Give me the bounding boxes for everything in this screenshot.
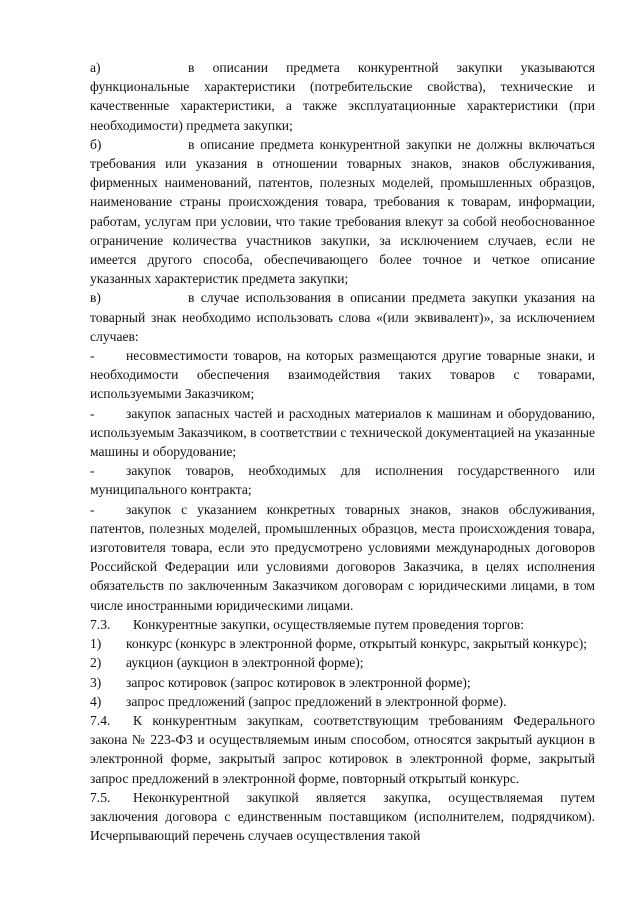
dash-item-2 [90, 404, 595, 462]
item-text: в случае использования в описании предмета закупки указания на товарный знак необходимо использовать слова «(или эквивалент)», за исключением случаев: [90, 290, 595, 344]
item-v [90, 288, 595, 346]
dash-label: - [90, 348, 95, 364]
item-text: закупок товаров, необходимых для исполнения государственного или муниципального контракта; [90, 463, 595, 498]
number-label: 2) [90, 655, 102, 671]
item-text: в описании предмета конкурентной закупки указываются функциональные характеристики (потребительские свойства), технические и качественные характеристики, а также эксплуатационные характеристики (при необходимости) предмета закупки; [90, 60, 595, 133]
dash-label: - [90, 405, 95, 421]
section-number: 7.3. [90, 616, 111, 632]
section-number: 7.5. [90, 789, 111, 805]
section-7-4 [90, 711, 595, 788]
item-text: аукцион (аукцион в электронной форме); [126, 655, 364, 671]
numbered-item-1 [90, 634, 595, 653]
item-label: б) [90, 136, 102, 152]
item-text: в описание предмета конкурентной закупки не должны включаться требования или указания в отношении товарных знаков, знаков обслуживания, фирменных наименований, патентов, полезных моделей, промышленных образцов, наименование страны происхождения товара, требования к товарам, информации, работам, услугам при условии, что такие требования влекут за собой необоснованное ограничение количества участников закупки, за исключением случаев, если не имеется другого способа, обеспечивающего более точное и четкое описание указанных характеристик предмета закупки; [90, 136, 595, 287]
item-text: закупок с указанием конкретных товарных знаков, знаков обслуживания, патентов, полезных моделей, промышленных образцов, места происхождения товара, изготовителя товара, если это предусмотрено условиями международных договоров Российской Федерации или условиями договоров Заказчика, в целях исполнения обязательств по заключенным Заказчиком договорам с юридическими лицами, в том числе иностранными юридическими лицами. [90, 501, 595, 613]
section-7-5 [90, 788, 595, 846]
numbered-item-4 [90, 692, 595, 711]
item-a [90, 58, 595, 135]
item-text: запрос котировок (запрос котировок в электронной форме); [126, 674, 471, 690]
dash-label: - [90, 501, 95, 517]
item-b [90, 135, 595, 289]
document-body [90, 58, 595, 845]
dash-item-3 [90, 461, 595, 499]
section-text: Неконкурентной закупкой является закупка, осуществляемая путем заключения договора с единственным поставщиком (исполнителем, подрядчиком). Исчерпывающий перечень случаев осуществления такой [90, 789, 595, 844]
item-label: а) [90, 60, 101, 75]
number-label: 1) [90, 636, 102, 652]
dash-item-1 [90, 346, 595, 404]
numbered-item-3 [90, 673, 595, 692]
number-label: 4) [90, 693, 102, 709]
numbered-item-2 [90, 653, 595, 672]
item-text: закупок запасных частей и расходных материалов к машинам и оборудованию, используемым Заказчиком, в соответствии с технической документацией на указанные машины и оборудование; [90, 405, 595, 460]
number-label: 3) [90, 674, 102, 690]
item-text: несовместимости товаров, на которых размещаются другие товарные знаки, и необходимости обеспечения взаимодействия таких товаров с товарами, используемыми Заказчиком; [90, 348, 595, 402]
item-text: конкурс (конкурс в электронной форме, открытый конкурс, закрытый конкурс); [126, 636, 588, 652]
section-7-3 [90, 615, 595, 634]
section-text: К конкурентным закупкам, соответствующим требованиям Федерального закона № 223-ФЗ и осуществляемым иным способом, относятся закрытый аукцион в электронной форме, закрытый запрос котировок в электронной форме, закрытый запрос предложений в электронной форме, повторный открытый конкурс. [90, 712, 595, 786]
dash-label: - [90, 463, 95, 479]
item-label: в) [90, 290, 101, 306]
section-number: 7.4. [90, 712, 111, 728]
section-text: Конкурентные закупки, осуществляемые путем проведения торгов: [133, 616, 525, 632]
item-text: запрос предложений (запрос предложений в электронной форме). [126, 693, 507, 709]
dash-item-4 [90, 500, 595, 615]
